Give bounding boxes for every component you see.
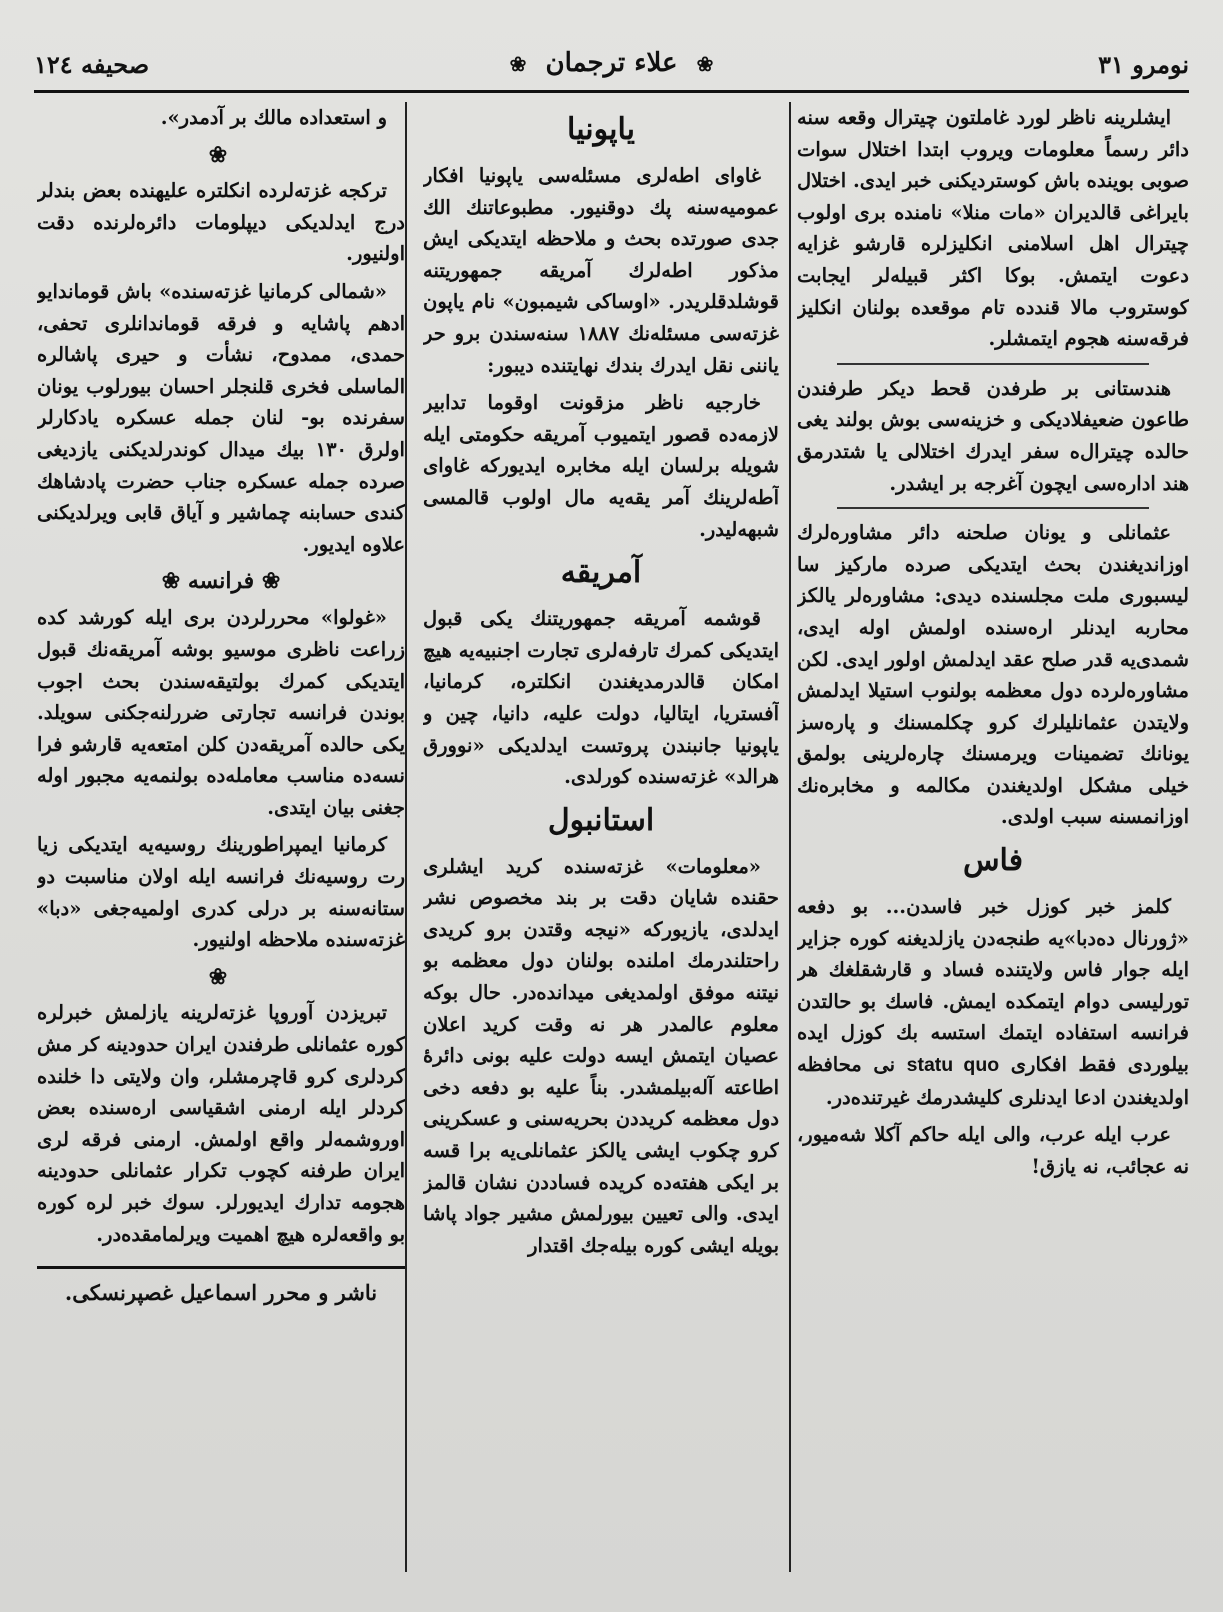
column-divider — [405, 102, 407, 1572]
ornament-icon: ❀ — [208, 141, 234, 168]
issue-number: نومرو ۳۱ — [1098, 50, 1189, 79]
ornament-icon: ❀ — [696, 52, 714, 76]
article-paragraph: و استعداده مالك بر آدمدر». — [160, 106, 387, 129]
ornament-divider — [37, 140, 405, 172]
article-paragraph — [797, 891, 1189, 1113]
page-number: صحیفه ۱۲٤ — [34, 50, 150, 79]
column-middle — [423, 102, 779, 1572]
section-heading-istanbul: استانبول — [547, 802, 655, 838]
column-left — [37, 102, 405, 1572]
separator — [837, 363, 1149, 365]
column-right — [797, 102, 1189, 1572]
newspaper-title — [34, 48, 1189, 78]
paragraph-text: کلمز خبر کوزل خبر فاسدن... بو دفعه «ژورنال ده‌دبا»‌یه طنجه‌دن یازلدیغنه کوره جزایر ایله جوار فاس ولایتنده فساد و قارشقلغك هر تورلیسی دوام ایتمکده ایمش. فاسك بو حالتدن فرانسه استفاده ایتمك استسه بك کوزل ایده بیلوردی فقط افکاری — [797, 895, 1189, 1077]
section-heading-france — [37, 566, 405, 596]
article-paragraph: هندستانی بر طرفدن قحط دیکر طرفندن طاعون ضعیفلادیکی و خزینه‌سی بوش بولند یغی حالده چیترال‌ه سفر ایدرك اختلالی یا شتدرمق هند اداره‌سی ایچون آغرجه بر ایشدر. — [797, 376, 1189, 495]
article-paragraph: «معلومات» غزته‌سنده کرید ایشلری حقنده شایان دقت بر بند مخصوص نشر ایدلدی، یازیورکه «نیجه وقتدن برو کریدی راحتلندرمك املنده بولنان دول معظمه بو نیتنه موفق اولمدیغی میدانده‌در. حال بوکه معلوم عالمدر هر نه وقت کرید اعلان عصیان ایتمش ایسه دولت علیه بونی دائرهٔ اطاعته آله‌بیلمشدر. بناً علیه بو دفعه دخی دول معظمه کریددن بحریه‌سنی و عسکرینی کرو چکوب ایشی یالکز عثمانلی‌یه برا قسه بر ایکی هفته‌ده کریده فساددن نشان قالمز ایدی. والی تعیین بیورلمش مشیر جواد پاشا بویله ایشی کوره بیله‌جك اقتدار — [423, 854, 779, 1257]
publisher-line: ناشر و محرر اسماعیل غصپرنسکی. — [37, 1266, 405, 1309]
article-paragraph: کرمانیا ایمپراطورینك روسیه‌یه ایتدیکی زیا رت روسیه‌نك فرانسه ایله اولان مناسبت دو ستانه‌سنه بر درلی کدری اولمیه‌جغی «دبا» غزته‌سنده ملاحظه اولنیور. — [37, 833, 405, 952]
ornament-icon: ❀ — [509, 52, 527, 76]
section-heading-fas: فاس — [962, 843, 1024, 879]
column-divider — [789, 102, 791, 1572]
masthead — [34, 44, 1189, 93]
ornament-icon: ❀ — [208, 963, 234, 990]
ornament-icon: ❀ — [261, 568, 281, 595]
article-paragraph: عثمانلی و یونان صلحنه دائر مشاوره‌لرك اوزاندیغندن بحث ایتدیکی صرده مارکیز سا لیسبوری ملت مجلسنده دیدی: مشاوره‌لر یالکز محاربه ایدنلر اره‌سنده اولمش اوله ایدی، شمدی‌یه قدر صلح عقد ایدلمش اولور ایدی. لکن مشاوره‌لرده دول معظمه بولنوب استیلا ایدلمش ولایتدن عثمانلیلرك کرو چکلمسنك و پاره‌سز یونانك تضمینات ویرمسنك چاره‌لرینی بولمق خیلی مشکل اولدیغندن مکالمه و مخابره‌نك اوزانمسنه سبب اولدی. — [797, 521, 1189, 829]
article-paragraph: خارجیه ناظر مزقونت اوقوما تدابیر لازمه‌ده قصور ایتمیوب آمریقه حکومتی ایله شویله برلسان ایله مخابره ایدیورکه غاوای آطه‌لرینك آمر یقه‌یه مال اولوب قالمسی شبهه‌لیدر. — [423, 391, 779, 541]
title-text: علاء ترجمان — [545, 48, 678, 78]
latin-phrase: statu quo — [906, 1054, 1000, 1077]
section-heading-america: آمریقه — [560, 555, 642, 591]
article-paragraph: ایشلرینه ناظر لورد غاملتون چیترال وقعه سنه دائر رسماً معلومات ویروب ابتدا اختلال سوات صوبی بوینده باش کوستردیکنی خبر ایدی. اختلال بایراغی قالدیران «مات منلا» نامنده بری اولوب چیترال اهل اسلامنی انکلیزلره قارشو غزایه دعوت ایتمش. بوکا اکثر قبیله‌لر ایجابت کوستروب مالا قندده تام موقعده بولنان انکلیز فرقه‌سنه هجوم ایتمشلر. — [797, 106, 1189, 351]
ornament-divider — [37, 962, 405, 994]
article-paragraph: «شمالی کرمانیا غزته‌سنده» باش قوماندایو ادهم پاشایه و فرقه قوماندانلری تحفی، حمدی، ممدوح، نشأت و حیری پاشالره الماسلی فخری قلنجلر احسان بیورلوب یونان سفرنده بو- لنان جمله عسکره یادکارلر اولرق ۱۳۰ بیك میدال کوندرلدیکنی یازدیغی صرده جمله عسکره جناب حضرت پادشاهك کندی حسابنه چماشیر و آیاق قابی ویرلدیکنی علاوه ایدیور. — [37, 279, 405, 556]
heading-text: فرانسه — [187, 568, 255, 595]
article-paragraph: قوشمه آمریقه جمهوریتنك یکی قبول ایتدیکی کمرك تارفه‌لری تجارت اجنبیه‌یه هیچ امکان قالدرمدیغندن انکلتره، کرمانیا، آفستریا، ایتالیا، دولت علیه، دانیا، چین و یاپونیا جانبندن پروتست ایدلدیکی «نوورق هرالد» غزته‌سنده کورلدی. — [423, 607, 779, 789]
separator — [837, 507, 1149, 509]
paragraph-text: نی محافظه اولدیغندن ادعا ایدنلری کلیشدرمك غیرتنده‌در. — [797, 1053, 1189, 1109]
article-paragraph: ترکجه غزته‌لرده انکلتره علیهنده بعض بندلر درج ایدلدیکی دیپلومات دائره‌لرنده دقت اولنیور. — [37, 179, 405, 266]
article-paragraph: «غولوا» محررلردن بری ایله کورشد کده زراعت ناظری موسیو بوشه آمریقه‌نك قبول ایتدیکی کمرك بولتیقه‌سندن بحث اجوب بوندن فرانسه تجارتی ضررلنه‌جکنی سویلد. یکی حالده آمریقه‌دن کلن امتعه‌یه قارشو فرا نسه‌ده مناسب معامله‌ده بولنمه‌یه مجبور اوله جغنی بیان ایتدی. — [37, 606, 405, 819]
article-paragraph: عرب ایله عرب، والی ایله حاکم آکلا شه‌میور، نه عجائب، نه یازق! — [797, 1123, 1189, 1178]
article-paragraph: غاوای اطه‌لری مسئله‌سی یاپونیا افکار عمومیه‌سنه پك دوقنیور. مطبوعاتنك الك جدی صورتده بحث و ملاحظه ایتدیکی ایش مذکور اطه‌لرك آمریقه جمهوریتنه قوشلدقلریدر. «اوساکی شیمبون» نام یاپون غزته‌سی مسئله‌نك ۱۸۸۷ سنه‌سندن برو حر یاننی نقل ایدرك بندك نهایتنده دیبور: — [423, 164, 779, 377]
article-paragraph: تبریزدن آوروپا غزته‌لرینه یازلمش خبرلره کوره عثمانلی طرفندن ایران حدودینه کر مش کردلری کرو قاچرمشلر، وان ولایتی دا خلنده کردلر ایله ارمنی اشقیاسی اره‌سنده بعض اوروشمه‌لر واقع اولمش. ارمنی فرقه‌ لری ایران طرفنه کچوب تکرار عثمانلی حدودینه هجومه تدارك ایدیورلر. سوك خبر لره کوره بو واقعه‌لره هیچ اهمیت ویرلمامقده‌در. — [37, 1001, 405, 1246]
section-heading-japan: یاپونیا — [567, 112, 635, 147]
ornament-icon: ❀ — [161, 568, 181, 595]
